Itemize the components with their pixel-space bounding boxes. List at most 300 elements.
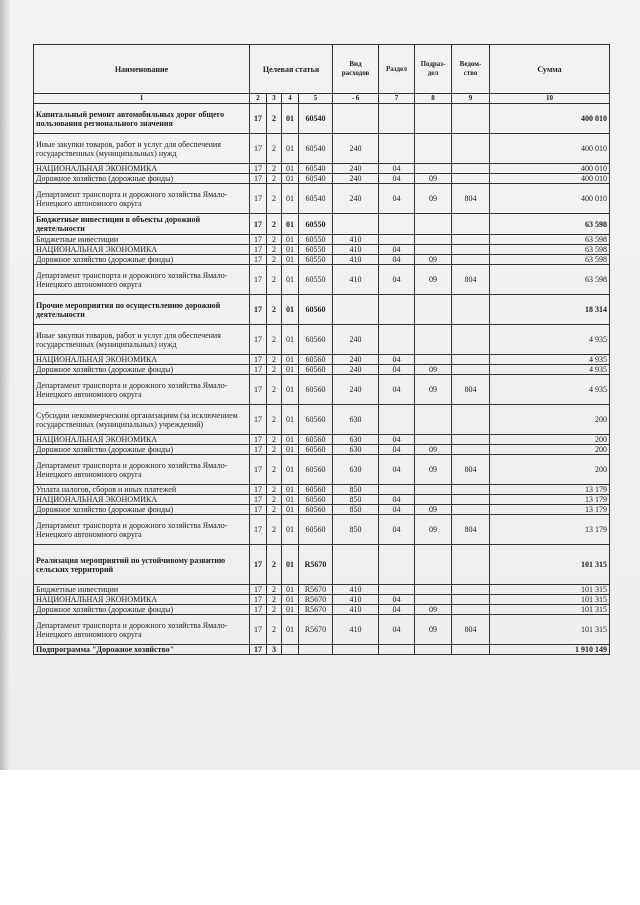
row-sum: 63 598	[490, 255, 610, 265]
target-part-3: 01	[282, 134, 299, 164]
target-code: R5670	[299, 585, 333, 595]
section-code: 04	[379, 495, 415, 505]
department-code	[452, 245, 490, 255]
expense-type: 850	[333, 515, 379, 545]
target-part-2: 2	[267, 174, 282, 184]
target-part-2: 2	[267, 214, 282, 235]
target-part-2: 2	[267, 455, 282, 485]
row-name: Департамент транспорта и дорожного хозяйства Ямало-Ненецкого автономного округа	[34, 455, 250, 485]
department-code	[452, 445, 490, 455]
expense-type	[333, 295, 379, 325]
header-expense-type: Вид расходов	[333, 45, 379, 94]
row-name: Подпрограмма "Дорожное хозяйство"	[34, 645, 250, 655]
section-code: 04	[379, 355, 415, 365]
target-code: 60560	[299, 445, 333, 455]
target-part-2: 2	[267, 375, 282, 405]
target-part-3: 01	[282, 485, 299, 495]
target-part-2: 2	[267, 485, 282, 495]
section-code: 04	[379, 184, 415, 214]
target-part-2: 2	[267, 505, 282, 515]
target-part-2: 2	[267, 255, 282, 265]
row-sum: 4 935	[490, 365, 610, 375]
target-code: 60560	[299, 435, 333, 445]
row-sum: 4 935	[490, 325, 610, 355]
row-name: Департамент транспорта и дорожного хозяйства Ямало-Ненецкого автономного округа	[34, 184, 250, 214]
department-code	[452, 585, 490, 595]
row-name: Уплата налогов, сборов и иных платежей	[34, 485, 250, 495]
target-part-3: 01	[282, 174, 299, 184]
department-code: 804	[452, 184, 490, 214]
target-part-2: 2	[267, 265, 282, 295]
target-part-2: 2	[267, 595, 282, 605]
table-row	[34, 265, 610, 295]
col-number: 10	[490, 94, 610, 104]
row-name: Прочие мероприятия по осуществлению дорожной деятельности	[34, 295, 250, 325]
target-part-1: 17	[250, 325, 267, 355]
target-part-3: 01	[282, 605, 299, 615]
department-code	[452, 325, 490, 355]
row-sum: 400 010	[490, 134, 610, 164]
target-part-3: 01	[282, 184, 299, 214]
table-row	[34, 405, 610, 435]
col-number: - 6	[333, 94, 379, 104]
expense-type: 240	[333, 325, 379, 355]
expense-type: 410	[333, 605, 379, 615]
target-code: 60540	[299, 184, 333, 214]
target-part-1: 17	[250, 435, 267, 445]
header-section: Раздел	[379, 45, 415, 94]
target-part-2: 2	[267, 325, 282, 355]
target-part-2: 2	[267, 605, 282, 615]
target-part-3: 01	[282, 164, 299, 174]
target-code: 60550	[299, 255, 333, 265]
target-part-2: 2	[267, 245, 282, 255]
col-number: 2	[250, 94, 267, 104]
target-code: 60550	[299, 245, 333, 255]
row-sum: 400 010	[490, 184, 610, 214]
table-row	[34, 515, 610, 545]
target-part-2: 2	[267, 445, 282, 455]
subsection-code: 09	[415, 265, 452, 295]
target-part-1: 17	[250, 505, 267, 515]
subsection-code	[415, 295, 452, 325]
target-part-2: 3	[267, 645, 282, 655]
row-sum: 101 315	[490, 595, 610, 605]
target-part-2: 2	[267, 405, 282, 435]
department-code	[452, 485, 490, 495]
row-sum: 400 010	[490, 104, 610, 134]
target-code: R5670	[299, 545, 333, 585]
expense-type: 240	[333, 355, 379, 365]
col-number: 9	[452, 94, 490, 104]
department-code	[452, 645, 490, 655]
target-part-1: 17	[250, 455, 267, 485]
row-name: НАЦИОНАЛЬНАЯ ЭКОНОМИКА	[34, 595, 250, 605]
target-part-3: 01	[282, 545, 299, 585]
section-code: 04	[379, 615, 415, 645]
table-row	[34, 164, 610, 174]
department-code	[452, 435, 490, 445]
target-part-1: 17	[250, 104, 267, 134]
row-sum: 101 315	[490, 585, 610, 595]
row-sum: 4 935	[490, 355, 610, 365]
target-part-1: 17	[250, 134, 267, 164]
section-code: 04	[379, 605, 415, 615]
row-sum: 400 010	[490, 174, 610, 184]
subsection-code	[415, 355, 452, 365]
target-part-2: 2	[267, 235, 282, 245]
row-name: Департамент транспорта и дорожного хозяйства Ямало-Ненецкого автономного округа	[34, 515, 250, 545]
col-number: 4	[282, 94, 299, 104]
target-part-3	[282, 645, 299, 655]
target-part-2: 2	[267, 134, 282, 164]
table-row	[34, 505, 610, 515]
header-department: Ведом-ство	[452, 45, 490, 94]
department-code	[452, 505, 490, 515]
row-name: Иные закупки товаров, работ и услуг для обеспечения государственных (муниципальных) нужд	[34, 134, 250, 164]
col-number: 8	[415, 94, 452, 104]
section-code: 04	[379, 255, 415, 265]
target-code: 60560	[299, 375, 333, 405]
target-part-3: 01	[282, 515, 299, 545]
subsection-code: 09	[415, 375, 452, 405]
department-code	[452, 164, 490, 174]
department-code	[452, 605, 490, 615]
expense-type: 850	[333, 485, 379, 495]
target-part-3: 01	[282, 265, 299, 295]
row-name: Бюджетные инвестиции	[34, 235, 250, 245]
target-code: R5670	[299, 615, 333, 645]
target-part-3: 01	[282, 295, 299, 325]
target-code: 60560	[299, 505, 333, 515]
target-part-3: 01	[282, 365, 299, 375]
target-part-2: 2	[267, 104, 282, 134]
subsection-code: 09	[415, 445, 452, 455]
department-code	[452, 134, 490, 164]
expense-type: 240	[333, 375, 379, 405]
expense-type	[333, 214, 379, 235]
target-part-2: 2	[267, 365, 282, 375]
target-code: 60560	[299, 515, 333, 545]
section-code	[379, 104, 415, 134]
expense-type: 240	[333, 365, 379, 375]
target-part-1: 17	[250, 495, 267, 505]
table-body	[34, 104, 610, 655]
section-code	[379, 585, 415, 595]
target-part-2: 2	[267, 355, 282, 365]
department-code: 804	[452, 455, 490, 485]
table-row	[34, 455, 610, 485]
table-row	[34, 585, 610, 595]
row-name: НАЦИОНАЛЬНАЯ ЭКОНОМИКА	[34, 164, 250, 174]
row-name: Департамент транспорта и дорожного хозяйства Ямало-Ненецкого автономного округа	[34, 375, 250, 405]
row-name: Бюджетные инвестиции в объекты дорожной деятельности	[34, 214, 250, 235]
row-sum: 18 314	[490, 295, 610, 325]
target-code: 60560	[299, 355, 333, 365]
target-part-2: 2	[267, 495, 282, 505]
col-number: 3	[267, 94, 282, 104]
section-code	[379, 325, 415, 355]
row-sum: 13 179	[490, 505, 610, 515]
scan-edge-shadow	[0, 0, 10, 770]
row-name: Департамент транспорта и дорожного хозяйства Ямало-Ненецкого автономного округа	[34, 265, 250, 295]
target-code: 60540	[299, 174, 333, 184]
expense-type: 630	[333, 405, 379, 435]
table-row	[34, 645, 610, 655]
target-part-1: 17	[250, 174, 267, 184]
expense-type: 410	[333, 595, 379, 605]
target-part-1: 17	[250, 184, 267, 214]
target-part-2: 2	[267, 184, 282, 214]
row-sum: 101 315	[490, 545, 610, 585]
subsection-code: 09	[415, 255, 452, 265]
section-code	[379, 214, 415, 235]
row-sum: 63 598	[490, 214, 610, 235]
target-code: R5670	[299, 595, 333, 605]
section-code: 04	[379, 595, 415, 605]
department-code	[452, 255, 490, 265]
target-code: 60560	[299, 405, 333, 435]
row-sum: 200	[490, 405, 610, 435]
expense-type	[333, 104, 379, 134]
subsection-code	[415, 545, 452, 585]
target-code: 60550	[299, 235, 333, 245]
subsection-code: 09	[415, 184, 452, 214]
row-sum: 400 010	[490, 164, 610, 174]
subsection-code: 09	[415, 174, 452, 184]
department-code	[452, 545, 490, 585]
row-name: Дорожное хозяйство (дорожные фонды)	[34, 605, 250, 615]
table-row	[34, 235, 610, 245]
department-code: 804	[452, 375, 490, 405]
table-row	[34, 375, 610, 405]
target-part-3: 01	[282, 235, 299, 245]
target-code: R5670	[299, 605, 333, 615]
subsection-code	[415, 325, 452, 355]
subsection-code	[415, 485, 452, 495]
table-row	[34, 545, 610, 585]
target-part-3: 01	[282, 214, 299, 235]
section-code: 04	[379, 505, 415, 515]
department-code	[452, 495, 490, 505]
expense-type: 240	[333, 184, 379, 214]
target-part-1: 17	[250, 164, 267, 174]
section-code	[379, 645, 415, 655]
expense-type	[333, 545, 379, 585]
expense-type: 850	[333, 505, 379, 515]
section-code: 04	[379, 435, 415, 445]
target-part-1: 17	[250, 214, 267, 235]
department-code	[452, 235, 490, 245]
expense-type: 410	[333, 255, 379, 265]
target-code: 60560	[299, 365, 333, 375]
subsection-code	[415, 235, 452, 245]
subsection-code	[415, 435, 452, 445]
header-name: Наименование	[34, 45, 250, 94]
target-part-3: 01	[282, 255, 299, 265]
expense-type: 410	[333, 585, 379, 595]
table-row	[34, 184, 610, 214]
row-sum: 4 935	[490, 375, 610, 405]
section-code	[379, 485, 415, 495]
section-code: 04	[379, 515, 415, 545]
expense-type	[333, 645, 379, 655]
expense-type: 850	[333, 495, 379, 505]
target-part-2: 2	[267, 164, 282, 174]
target-part-3: 01	[282, 495, 299, 505]
row-name: НАЦИОНАЛЬНАЯ ЭКОНОМИКА	[34, 495, 250, 505]
col-number: 7	[379, 94, 415, 104]
row-sum: 13 179	[490, 485, 610, 495]
target-part-1: 17	[250, 295, 267, 325]
column-number-row	[34, 94, 610, 104]
target-part-1: 17	[250, 515, 267, 545]
table-row	[34, 174, 610, 184]
table-row	[34, 485, 610, 495]
department-code	[452, 174, 490, 184]
target-part-1: 17	[250, 365, 267, 375]
target-part-3: 01	[282, 445, 299, 455]
target-part-3: 01	[282, 355, 299, 365]
target-part-1: 17	[250, 645, 267, 655]
target-part-1: 17	[250, 375, 267, 405]
table-row	[34, 605, 610, 615]
table-row	[34, 435, 610, 445]
section-code: 04	[379, 265, 415, 295]
target-part-1: 17	[250, 595, 267, 605]
section-code: 04	[379, 455, 415, 485]
target-part-1: 17	[250, 405, 267, 435]
target-code	[299, 645, 333, 655]
expense-type: 410	[333, 245, 379, 255]
section-code	[379, 295, 415, 325]
target-part-3: 01	[282, 585, 299, 595]
target-part-3: 01	[282, 325, 299, 355]
row-name: Иные закупки товаров, работ и услуг для обеспечения государственных (муниципальных) нужд	[34, 325, 250, 355]
subsection-code	[415, 595, 452, 605]
col-number: 5	[299, 94, 333, 104]
row-name: Департамент транспорта и дорожного хозяйства Ямало-Ненецкого автономного округа	[34, 615, 250, 645]
target-part-3: 01	[282, 595, 299, 605]
row-name: НАЦИОНАЛЬНАЯ ЭКОНОМИКА	[34, 435, 250, 445]
table-row	[34, 255, 610, 265]
target-part-3: 01	[282, 375, 299, 405]
expense-type: 240	[333, 164, 379, 174]
target-code: 60550	[299, 265, 333, 295]
row-name: Бюджетные инвестиции	[34, 585, 250, 595]
subsection-code	[415, 214, 452, 235]
section-code	[379, 235, 415, 245]
target-code: 60540	[299, 134, 333, 164]
section-code: 04	[379, 375, 415, 405]
department-code: 804	[452, 515, 490, 545]
row-sum: 101 315	[490, 605, 610, 615]
expense-type: 630	[333, 455, 379, 485]
subsection-code	[415, 134, 452, 164]
target-part-3: 01	[282, 104, 299, 134]
row-name: Субсидии некоммерческим организациям (за исключением государственных (муниципальных) учреждений)	[34, 405, 250, 435]
header-row	[34, 45, 610, 94]
subsection-code	[415, 104, 452, 134]
row-name: Дорожное хозяйство (дорожные фонды)	[34, 365, 250, 375]
row-sum: 63 598	[490, 265, 610, 295]
section-code	[379, 134, 415, 164]
row-name: НАЦИОНАЛЬНАЯ ЭКОНОМИКА	[34, 245, 250, 255]
row-name: Реализация мероприятий по устойчивому развитию сельских территорий	[34, 545, 250, 585]
subsection-code: 09	[415, 505, 452, 515]
target-part-3: 01	[282, 505, 299, 515]
row-sum: 200	[490, 435, 610, 445]
target-part-1: 17	[250, 615, 267, 645]
target-part-3: 01	[282, 245, 299, 255]
target-part-1: 17	[250, 485, 267, 495]
department-code	[452, 104, 490, 134]
target-part-1: 17	[250, 355, 267, 365]
target-code: 60560	[299, 455, 333, 485]
section-code	[379, 405, 415, 435]
subsection-code	[415, 645, 452, 655]
target-part-1: 17	[250, 245, 267, 255]
subsection-code: 09	[415, 615, 452, 645]
target-part-1: 17	[250, 585, 267, 595]
department-code	[452, 595, 490, 605]
target-part-2: 2	[267, 295, 282, 325]
target-code: 60560	[299, 485, 333, 495]
header-sum: Сумма	[490, 45, 610, 94]
row-name: Дорожное хозяйство (дорожные фонды)	[34, 174, 250, 184]
department-code: 804	[452, 265, 490, 295]
subsection-code	[415, 495, 452, 505]
row-name: Дорожное хозяйство (дорожные фонды)	[34, 505, 250, 515]
row-sum: 63 598	[490, 235, 610, 245]
section-code: 04	[379, 445, 415, 455]
section-code: 04	[379, 365, 415, 375]
subsection-code: 09	[415, 365, 452, 375]
expense-type: 410	[333, 235, 379, 245]
target-code: 60540	[299, 104, 333, 134]
subsection-code: 09	[415, 605, 452, 615]
row-sum: 63 598	[490, 245, 610, 255]
department-code	[452, 405, 490, 435]
expense-type: 410	[333, 615, 379, 645]
target-code: 60550	[299, 214, 333, 235]
expense-type: 410	[333, 265, 379, 295]
target-part-1: 17	[250, 255, 267, 265]
section-code: 04	[379, 245, 415, 255]
row-sum: 1 910 149	[490, 645, 610, 655]
budget-table	[33, 44, 610, 655]
table-row	[34, 214, 610, 235]
target-code: 60560	[299, 325, 333, 355]
row-name: Капитальный ремонт автомобильных дорог общего пользования регионального значения	[34, 104, 250, 134]
table-row	[34, 365, 610, 375]
table-row	[34, 134, 610, 164]
row-sum: 13 179	[490, 495, 610, 505]
table-row	[34, 355, 610, 365]
section-code	[379, 545, 415, 585]
target-code: 60560	[299, 495, 333, 505]
target-part-2: 2	[267, 435, 282, 445]
target-part-3: 01	[282, 455, 299, 485]
department-code	[452, 365, 490, 375]
subsection-code	[415, 164, 452, 174]
expense-type: 240	[333, 134, 379, 164]
target-part-2: 2	[267, 545, 282, 585]
col-number: 1	[34, 94, 250, 104]
expense-type: 630	[333, 435, 379, 445]
subsection-code	[415, 585, 452, 595]
target-part-1: 17	[250, 605, 267, 615]
